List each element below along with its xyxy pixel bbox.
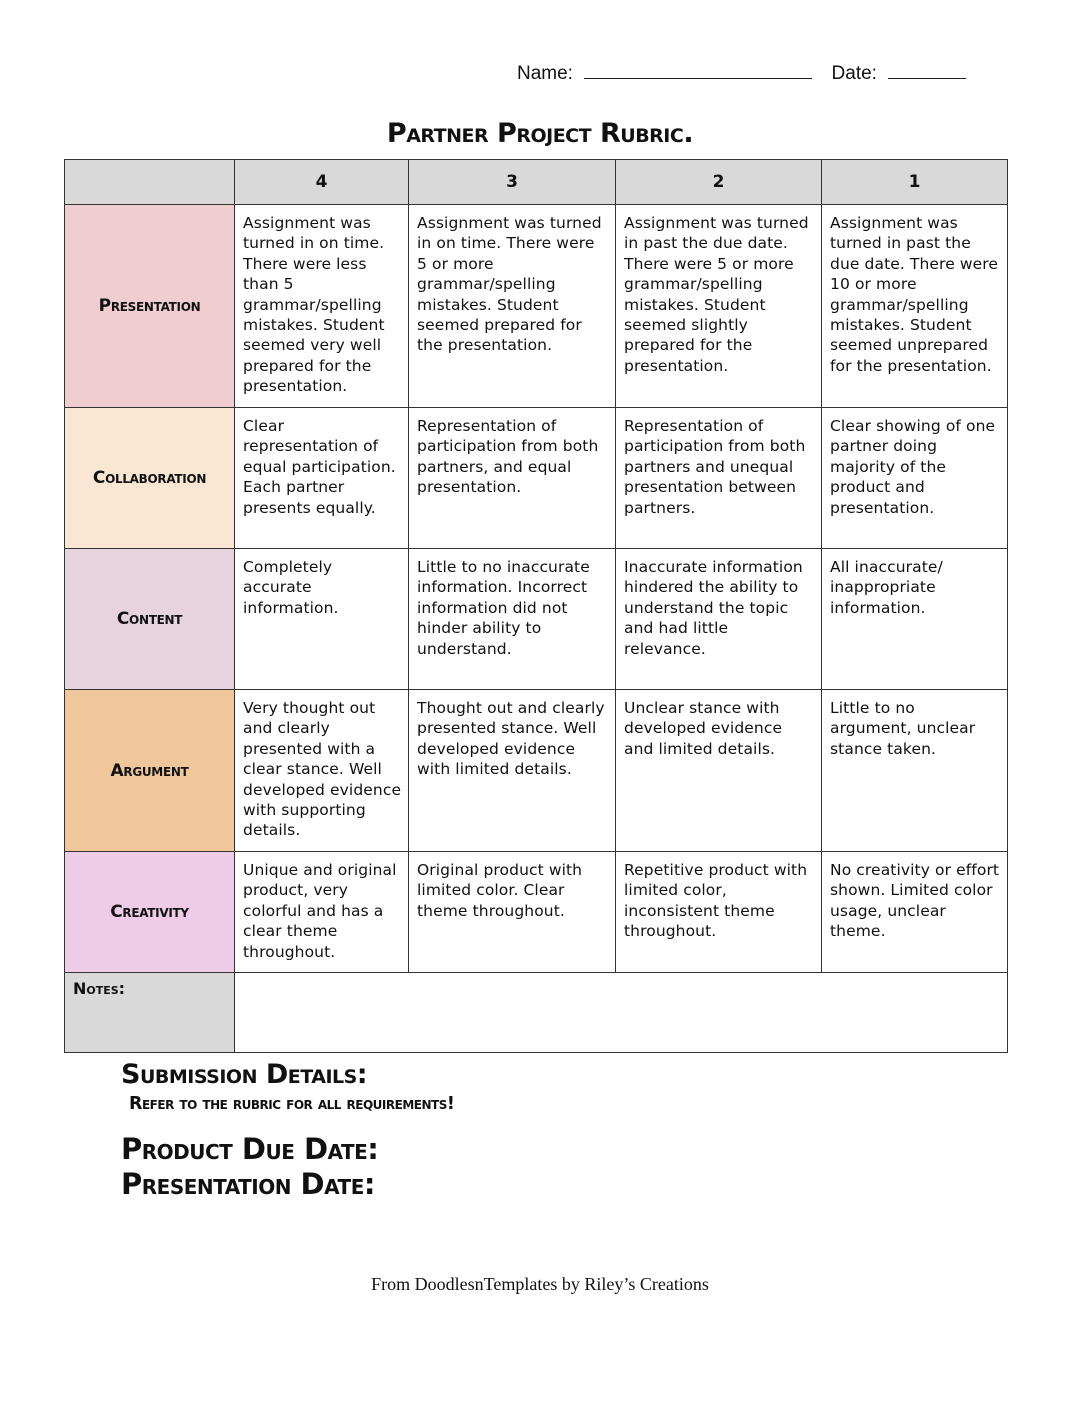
notes-label: Notes:: [65, 973, 235, 1053]
table-cell: Very thought out and clearly presented with a clear stance. Well developed evidence with supporting details.: [235, 690, 409, 852]
table-cell: Representation of participation from both partners, and equal presentation.: [409, 408, 616, 549]
row-category-content: Content: [65, 549, 235, 690]
presentation-date-label: Presentation Date:: [121, 1167, 375, 1201]
row-category-presentation: Presentation: [65, 205, 235, 408]
table-cell: Completely accurate information.: [235, 549, 409, 690]
table-cell: Assignment was turned in past the due date. There were 5 or more grammar/spelling mistakes. Student seemed slightly prepared for the presentation.: [616, 205, 822, 408]
table-cell: Assignment was turned in on time. There were 5 or more grammar/spelling mistakes. Student seemed prepared for the presentation.: [409, 205, 616, 408]
header-score-2: 2: [616, 160, 822, 205]
footer-credit: From DoodlesnTemplates by Riley’s Creations: [371, 1274, 709, 1294]
date-label: Date:: [831, 63, 877, 84]
rubric-table: [64, 159, 1008, 1053]
table-cell: Repetitive product with limited color, inconsistent theme throughout.: [616, 852, 822, 973]
submission-subheading: Refer to the rubric for all requirements!: [129, 1094, 455, 1114]
table-cell: Unclear stance with developed evidence and limited details.: [616, 690, 822, 852]
table-cell: All inaccurate/ inappropriate information.: [822, 549, 1008, 690]
table-cell: Little to no inaccurate information. Incorrect information did not hinder ability to understand.: [409, 549, 616, 690]
name-date-line: [517, 60, 977, 90]
row-category-creativity: Creativity: [65, 852, 235, 973]
table-cell: Assignment was turned in on time. There were less than 5 grammar/spelling mistakes. Student seemed very well prepared for the presentation.: [235, 205, 409, 408]
date-field[interactable]: [888, 60, 966, 79]
table-cell: Clear representation of equal participation. Each partner presents equally.: [235, 408, 409, 549]
page-title: Partner Project Rubric.: [386, 118, 694, 149]
table-cell: Unique and original product, very colorful and has a clear theme throughout.: [235, 852, 409, 973]
table-cell: Thought out and clearly presented stance. Well developed evidence with limited details.: [409, 690, 616, 852]
header-cell-empty: [65, 160, 235, 205]
header-score-3: 3: [409, 160, 616, 205]
table-row: [65, 852, 1008, 973]
table-cell: Inaccurate information hindered the ability to understand the topic and had little relevance.: [616, 549, 822, 690]
submission-heading: Submission Details:: [121, 1059, 368, 1090]
name-label: Name:: [517, 63, 573, 84]
header-score-1: 1: [822, 160, 1008, 205]
header-row: [65, 160, 1008, 205]
table-cell: Clear showing of one partner doing majority of the product and presentation.: [822, 408, 1008, 549]
row-category-argument: Argument: [65, 690, 235, 852]
due-date-label: Product Due Date:: [121, 1132, 379, 1166]
table-row: [65, 549, 1008, 690]
name-field[interactable]: [584, 60, 812, 79]
table-cell: Little to no argument, unclear stance taken.: [822, 690, 1008, 852]
table-cell: Representation of participation from both partners and unequal presentation between partners.: [616, 408, 822, 549]
table-row: [65, 690, 1008, 852]
table-cell: Assignment was turned in past the due date. There were 10 or more grammar/spelling mistakes. Student seemed unprepared for the presentation.: [822, 205, 1008, 408]
row-category-collaboration: Collaboration: [65, 408, 235, 549]
table-row: [65, 205, 1008, 408]
table-cell: No creativity or effort shown. Limited color usage, unclear theme.: [822, 852, 1008, 973]
table-row: [65, 408, 1008, 549]
notes-row: [65, 973, 1008, 1053]
notes-field[interactable]: [235, 973, 1008, 1053]
table-cell: Original product with limited color. Clear theme throughout.: [409, 852, 616, 973]
header-score-4: 4: [235, 160, 409, 205]
